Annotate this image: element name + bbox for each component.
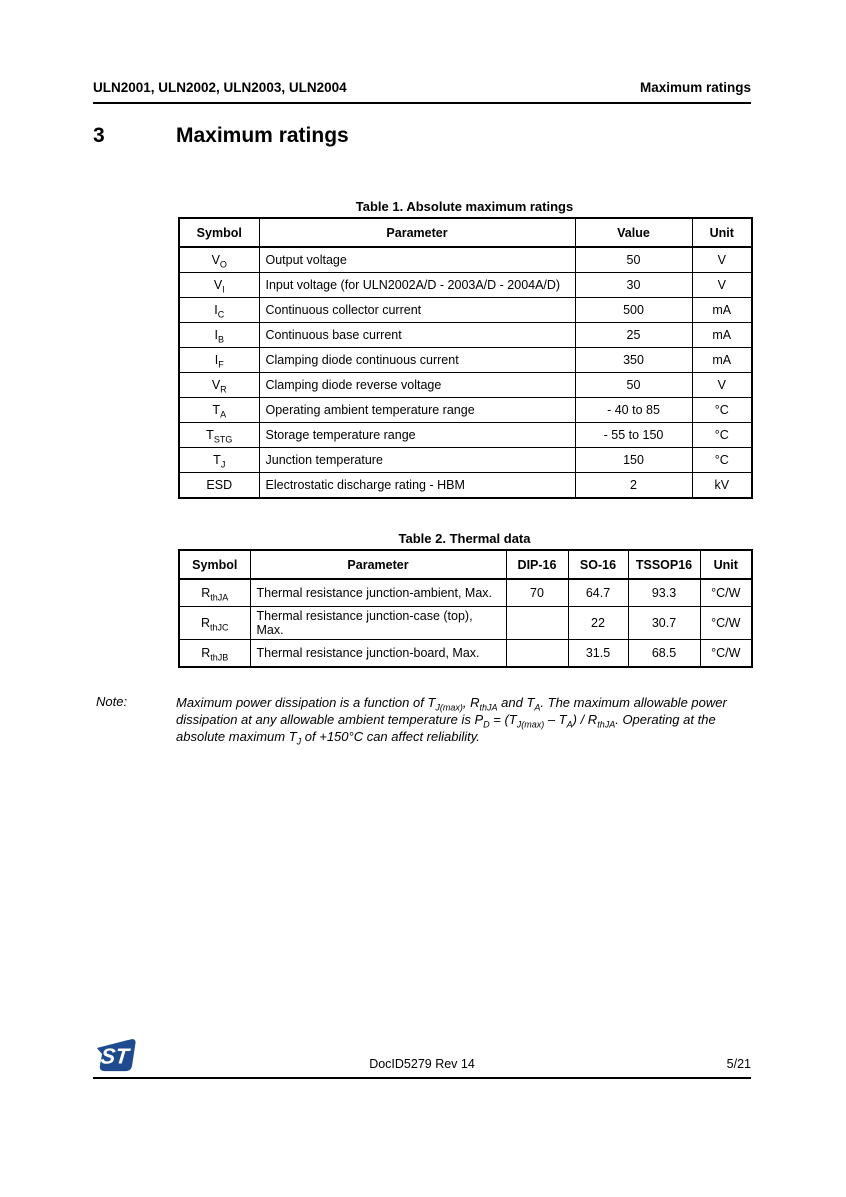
symbol-cell: $T_A$ bbox=[179, 398, 259, 423]
table-row bbox=[179, 298, 752, 323]
column-header: Parameter bbox=[259, 218, 575, 247]
parameter-cell: Thermal resistance junction-board, Max. bbox=[250, 640, 506, 668]
table-row bbox=[179, 398, 752, 423]
table-row bbox=[179, 579, 752, 607]
tssop16-cell: 93.3 bbox=[628, 579, 700, 607]
unit-cell: °C/W bbox=[700, 579, 752, 607]
symbol-cell: $V_O$ bbox=[179, 247, 259, 273]
unit-cell: °C bbox=[692, 423, 752, 448]
so16-cell: 31.5 bbox=[568, 640, 628, 668]
value-cell: - 40 to 85 bbox=[575, 398, 692, 423]
unit-cell: °C bbox=[692, 448, 752, 473]
header-rule bbox=[93, 102, 751, 104]
column-header: Parameter bbox=[250, 550, 506, 579]
symbol-cell: $V_I$ bbox=[179, 273, 259, 298]
dip16-cell bbox=[506, 640, 568, 668]
unit-cell: °C/W bbox=[700, 607, 752, 640]
table-row bbox=[179, 448, 752, 473]
value-cell: 2 bbox=[575, 473, 692, 499]
footer-rule bbox=[93, 1077, 751, 1079]
column-header: TSSOP16 bbox=[628, 550, 700, 579]
parameter-cell: Clamping diode continuous current bbox=[259, 348, 575, 373]
note-label: Note: bbox=[96, 694, 128, 709]
column-header: Symbol bbox=[179, 218, 259, 247]
absolute-maximum-ratings-table bbox=[178, 217, 753, 499]
svg-text:ST: ST bbox=[99, 1043, 131, 1069]
symbol-cell: $I_F$ bbox=[179, 348, 259, 373]
table-row bbox=[179, 423, 752, 448]
unit-cell: °C bbox=[692, 398, 752, 423]
symbol-cell: ESD bbox=[179, 473, 259, 499]
header-section-name: Maximum ratings bbox=[639, 80, 751, 95]
symbol-cell: $T_{STG}$ bbox=[179, 423, 259, 448]
column-header: Symbol bbox=[179, 550, 250, 579]
unit-cell: kV bbox=[692, 473, 752, 499]
unit-cell: mA bbox=[692, 348, 752, 373]
unit-cell: mA bbox=[692, 323, 752, 348]
dip16-cell bbox=[506, 607, 568, 640]
parameter-cell: Continuous base current bbox=[259, 323, 575, 348]
value-cell: 50 bbox=[575, 247, 692, 273]
symbol-cell: $R_{thJC}$ bbox=[179, 607, 250, 640]
table-row bbox=[179, 640, 752, 668]
parameter-cell: Electrostatic discharge rating - HBM bbox=[259, 473, 575, 499]
section-title: Maximum ratings bbox=[176, 124, 349, 147]
symbol-cell: $R_{thJA}$ bbox=[179, 579, 250, 607]
unit-cell: V bbox=[692, 273, 752, 298]
parameter-cell: Thermal resistance junction-case (top), Max. bbox=[250, 607, 506, 640]
parameter-cell: Output voltage bbox=[259, 247, 575, 273]
value-cell: 150 bbox=[575, 448, 692, 473]
column-header: Value bbox=[575, 218, 692, 247]
table-row bbox=[179, 348, 752, 373]
so16-cell: 64.7 bbox=[568, 579, 628, 607]
value-cell: 25 bbox=[575, 323, 692, 348]
symbol-cell: $V_R$ bbox=[179, 373, 259, 398]
parameter-cell: Thermal resistance junction-ambient, Max. bbox=[250, 579, 506, 607]
value-cell: 350 bbox=[575, 348, 692, 373]
column-header: DIP-16 bbox=[506, 550, 568, 579]
column-header: Unit bbox=[692, 218, 752, 247]
table-row bbox=[179, 247, 752, 273]
value-cell: 50 bbox=[575, 373, 692, 398]
parameter-cell: Junction temperature bbox=[259, 448, 575, 473]
parameter-cell: Clamping diode reverse voltage bbox=[259, 373, 575, 398]
table-header-row bbox=[179, 550, 752, 579]
so16-cell: 22 bbox=[568, 607, 628, 640]
table-row bbox=[179, 473, 752, 499]
table-header-row bbox=[179, 218, 752, 247]
tssop16-cell: 30.7 bbox=[628, 607, 700, 640]
unit-cell: °C/W bbox=[700, 640, 752, 668]
value-cell: 500 bbox=[575, 298, 692, 323]
dip16-cell: 70 bbox=[506, 579, 568, 607]
symbol-cell: $I_B$ bbox=[179, 323, 259, 348]
symbol-cell: $I_C$ bbox=[179, 298, 259, 323]
parameter-cell: Storage temperature range bbox=[259, 423, 575, 448]
thermal-data-table bbox=[178, 549, 753, 668]
table-row bbox=[179, 373, 752, 398]
unit-cell: V bbox=[692, 247, 752, 273]
note-text: Maximum power dissipation is a function of $T_{J(max)}$, $R_{thJA}$ and $T_A$. The maximum allowable power dissipation at any allowable ambient temperature is $P_D = (T_{J(max)} - T_A) / R_{thJA}$. Operating at the absolute maximum $T_J$ of +150°C can affect reliability. bbox=[176, 695, 727, 747]
parameter-cell: Operating ambient temperature range bbox=[259, 398, 575, 423]
column-header: SO-16 bbox=[568, 550, 628, 579]
column-header: Unit bbox=[700, 550, 752, 579]
tssop16-cell: 68.5 bbox=[628, 640, 700, 668]
parameter-cell: Continuous collector current bbox=[259, 298, 575, 323]
symbol-cell: $R_{thJB}$ bbox=[179, 640, 250, 668]
table2-title: Table 2. Thermal data bbox=[398, 531, 531, 546]
footer-doc-id: DocID5279 Rev 14 bbox=[369, 1057, 475, 1071]
table1-title: Table 1. Absolute maximum ratings bbox=[355, 199, 574, 214]
parameter-cell: Input voltage (for ULN2002A/D - 2003A/D - 2004A/D) bbox=[259, 273, 575, 298]
unit-cell: mA bbox=[692, 298, 752, 323]
section-number: 3 bbox=[93, 124, 105, 147]
table-row bbox=[179, 323, 752, 348]
table-row bbox=[179, 273, 752, 298]
unit-cell: V bbox=[692, 373, 752, 398]
value-cell: 30 bbox=[575, 273, 692, 298]
value-cell: - 55 to 150 bbox=[575, 423, 692, 448]
symbol-cell: $T_J$ bbox=[179, 448, 259, 473]
header-part-numbers: ULN2001, ULN2002, ULN2003, ULN2004 bbox=[93, 80, 347, 95]
table-row bbox=[179, 607, 752, 640]
footer-page-number: 5/21 bbox=[726, 1057, 751, 1071]
